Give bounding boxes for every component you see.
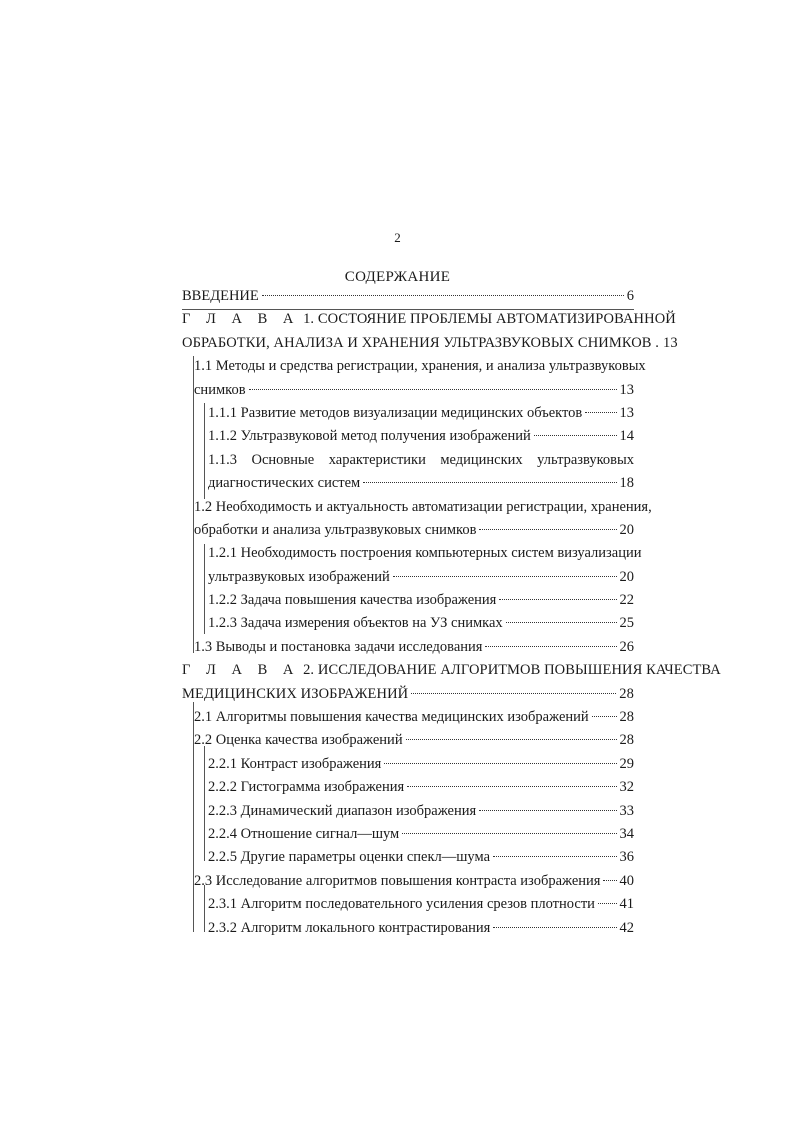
toc-entry-text: ВВЕДЕНИЕ	[182, 288, 259, 304]
toc-entry-page: 41	[619, 896, 634, 913]
dot-leader	[262, 294, 624, 296]
toc-entry-text-line2: ультразвуковых изображений	[208, 568, 390, 585]
toc-entry-2-2-1	[182, 753, 634, 776]
dot-leader	[479, 528, 616, 530]
toc-entry-text-line2: снимков	[194, 381, 246, 398]
dot-leader	[585, 411, 616, 413]
toc-entry-page: 40	[619, 872, 634, 889]
chapter-title-line1: 1. СОСТОЯНИЕ ПРОБЛЕМЫ АВТОМАТИЗИРОВАННОЙ	[303, 311, 676, 328]
dot-leader	[363, 481, 616, 483]
dot-leader	[485, 645, 616, 647]
toc-entry-text: 2.1 Алгоритмы повышения качества медицинских изображений	[194, 709, 589, 726]
toc-entry-page: 18	[619, 475, 634, 492]
table-of-contents	[182, 285, 721, 940]
toc-entry-page: 32	[619, 779, 634, 796]
toc-entry-text: 2.3.2 Алгоритм локального контрастирования	[208, 919, 491, 936]
toc-entry-text: 1.3 Выводы и постановка задачи исследования	[194, 638, 483, 655]
toc-entry-page: 20	[619, 521, 634, 538]
toc-entry-text-line2: обработки и анализа ультразвуковых снимков	[194, 521, 477, 538]
toc-entry-2-3	[182, 870, 634, 893]
toc-entry-page: 13	[663, 334, 678, 351]
dot-leader	[393, 575, 617, 577]
toc-entry-page: 34	[619, 825, 634, 842]
toc-entry-text: 1.2.2 Задача повышения качества изображения	[208, 592, 497, 609]
toc-entry-1-2-3	[182, 612, 634, 635]
toc-entry-2-2-5	[182, 846, 634, 869]
toc-entry-2-2-2	[182, 776, 634, 799]
toc-entry-text-line2: диагностических систем	[208, 475, 361, 492]
toc-entry-text: 2.2.1 Контраст изображения	[208, 755, 382, 772]
toc-entry-intro	[182, 285, 634, 308]
toc-entry-page: 13	[619, 381, 634, 398]
toc-entry-2-2	[182, 729, 634, 752]
toc-entry-text-line1: 1.1.3 Основные характеристики медицинских ультразвуковых	[208, 451, 634, 468]
toc-entry-page: 36	[619, 849, 634, 866]
dot-leader	[603, 879, 616, 881]
toc-entry-page: 26	[619, 638, 634, 655]
toc-entry-text: 2.3.1 Алгоритм последовательного усиления срезов плотности	[208, 896, 595, 913]
toc-entry-text: 1.1.2 Ультразвуковой метод получения изображений	[208, 428, 531, 445]
toc-entry-page: 13	[619, 404, 634, 421]
toc-entry-page: 6	[626, 288, 634, 304]
dot-leader	[592, 715, 617, 717]
dot-leader	[384, 762, 616, 764]
toc-entry-2-3-2	[182, 917, 634, 940]
toc-entry-1-3	[182, 636, 634, 659]
toc-entry-page: 28	[619, 685, 634, 702]
toc-entry-1-2-1	[182, 542, 642, 589]
toc-entry-1-2-2	[182, 589, 634, 612]
toc-entry-text: 2.2.4 Отношение сигнал—шум	[208, 825, 400, 842]
page-number: 2	[394, 230, 401, 245]
dot-leader	[598, 902, 617, 904]
toc-entry-1-1-1	[182, 402, 634, 425]
toc-entry-page: 25	[619, 615, 634, 632]
toc-entry-2-3-1	[182, 893, 634, 916]
toc-entry-text: 1.2.3 Задача измерения объектов на УЗ снимках	[208, 615, 503, 632]
toc-entry-page: 33	[619, 802, 634, 819]
toc-entry-text: 2.2.2 Гистограмма изображения	[208, 779, 405, 796]
dot-leader	[506, 621, 617, 623]
toc-entry-page: 42	[619, 919, 634, 936]
dot-leader	[249, 388, 617, 390]
toc-entry-1-1-3	[182, 449, 634, 496]
toc-entry-2-2-4	[182, 823, 634, 846]
toc-entry-1-1	[182, 355, 646, 402]
toc-entry-2-2-3	[182, 800, 634, 823]
dot-leader	[479, 809, 616, 811]
toc-entry-text: 1.1.1 Развитие методов визуализации медицинских объектов	[208, 404, 583, 421]
dot-leader	[402, 832, 616, 834]
toc-entry-text-line1: 1.2.1 Необходимость построения компьютерных систем визуализации	[208, 545, 642, 562]
toc-entry-text-line1: 1.2 Необходимость и актуальность автоматизации регистрации, хранения,	[194, 498, 652, 515]
toc-entry-page: 20	[619, 568, 634, 585]
toc-title: СОДЕРЖАНИЕ	[344, 269, 451, 285]
chapter-title-line2: МЕДИЦИНСКИХ ИЗОБРАЖЕНИЙ	[182, 685, 409, 702]
toc-entry-text: 2.2.3 Динамический диапазон изображения	[208, 802, 477, 819]
toc-entry-text: 2.2 Оценка качества изображений	[194, 732, 403, 749]
toc-entry-chapter-2	[182, 659, 721, 706]
chapter-prefix: Г Л А В А	[182, 662, 300, 679]
chapter-prefix: Г Л А В А	[182, 311, 300, 328]
dot-leader	[493, 855, 617, 857]
toc-entry-text: 2.3 Исследование алгоритмов повышения контраста изображения	[194, 872, 601, 889]
toc-entry-chapter-1	[182, 308, 678, 355]
chapter-title-line2: ОБРАБОТКИ, АНАЛИЗА И ХРАНЕНИЯ УЛЬТРАЗВУКОВЫХ СНИМКОВ .	[182, 334, 660, 351]
dot-leader	[411, 692, 616, 694]
dot-leader	[407, 785, 616, 787]
dot-leader	[534, 434, 617, 436]
toc-entry-page: 14	[619, 428, 634, 445]
toc-entry-page: 28	[619, 709, 634, 726]
chapter-title-line1: 2. ИССЛЕДОВАНИЕ АЛГОРИТМОВ ПОВЫШЕНИЯ КАЧЕСТВА	[303, 662, 721, 679]
toc-entry-page: 29	[619, 755, 634, 772]
toc-entry-1-2	[182, 496, 652, 543]
toc-entry-1-1-2	[182, 425, 634, 448]
dot-leader	[493, 926, 616, 928]
toc-entry-page: 22	[619, 592, 634, 609]
dot-leader	[499, 598, 616, 600]
toc-entry-page: 28	[619, 732, 634, 749]
toc-entry-2-1	[182, 706, 634, 729]
dot-leader	[406, 738, 617, 740]
toc-entry-text-line1: 1.1 Методы и средства регистрации, хранения, и анализа ультразвуковых	[194, 358, 646, 375]
toc-entry-text: 2.2.5 Другие параметры оценки спекл—шума	[208, 849, 490, 866]
